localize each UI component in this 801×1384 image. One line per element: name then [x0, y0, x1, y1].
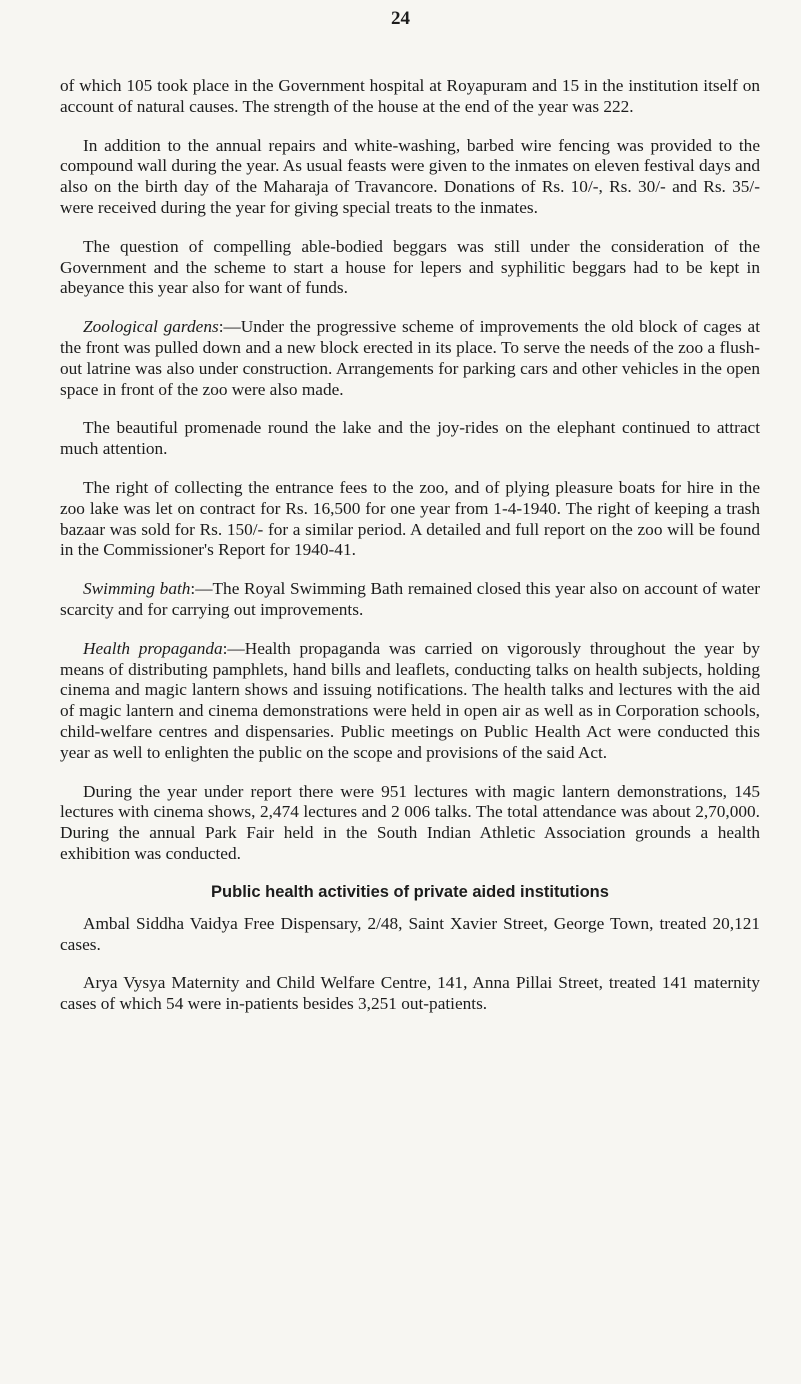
paragraph-7-text: :—The Royal Swimming Bath remained closed this year also on account of water scarcity and for carrying out improvements. [60, 579, 760, 619]
lead-swimming-bath: Swimming bath [83, 579, 191, 599]
paragraph-3-text: The question of compelling able-bodied beggars was still under the consideration of the Government and the scheme to start a house for lepers and syphilitic beggars had to be kept in abeyance this year also for want of funds. [60, 236, 760, 298]
paragraph-5 [60, 418, 760, 460]
paragraph-6 [60, 478, 760, 561]
paragraph-2 [60, 136, 760, 219]
section-paragraph-1 [60, 914, 760, 956]
paragraph-6-text: The right of collecting the entrance fees to the zoo, and of plying pleasure boats for hire in the zoo lake was let on contract for Rs. 16,500 for one year from 1-4-1940. The right of keeping a trash bazaar was sold for Rs. 150/- for a similar period. A detailed and full report on the zoo will be found in the Commissioner's Report for 1940-41. [60, 477, 760, 560]
paragraph-swimming-bath [60, 579, 760, 621]
paragraph-1 [60, 76, 760, 118]
paragraph-3 [60, 237, 760, 299]
paragraph-health-propaganda [60, 639, 760, 764]
paragraph-4-text: :—Under the progressive scheme of improvements the old block of cages at the front was pulled down and a new block erected in its place. To serve the needs of the zoo a flush-out latrine was also under construction. Arrangements for parking cars and other vehicles in the open space in front of the zoo were also made. [60, 317, 760, 399]
section-paragraph-2-text: Arya Vysya Maternity and Child Welfare Centre, 141, Anna Pillai Street, treated 141 maternity cases of which 54 were in-patients besides 3,251 out-patients. [60, 973, 760, 1014]
paragraph-1-text: of which 105 took place in the Government hospital at Royapuram and 15 in the institution itself on account of natural causes. The strength of the house at the end of the year was 222. [60, 76, 760, 116]
paragraph-8-text: :—Health propaganda was carried on vigorously throughout the year by means of distributing pamphlets, hand bills and leaflets, conducting talks on health subjects, holding cinema and magic lantern shows and issuing notifications. The health talks and lectures with the aid of magic lantern and cinema demonstrations were held in open air as well as in Corporation schools, child-welfare centres and dispensaries. Public meetings on Public Health Act were conducted this year as well to enlighten the public on the scope and provisions of the said Act. [60, 638, 760, 762]
section-paragraph-1-text: Ambal Siddha Vaidya Free Dispensary, 2/48, Saint Xavier Street, George Town, treated 20,121 cases. [60, 913, 760, 954]
document-body [60, 76, 760, 1033]
section-paragraph-2 [60, 973, 760, 1015]
paragraph-5-text: The beautiful promenade round the lake and the joy-rides on the elephant continued to attract much attention. [60, 418, 760, 459]
lead-zoological-gardens: Zoological gardens [83, 317, 219, 337]
paragraph-zoological-gardens [60, 317, 760, 400]
paragraph-2-text: In addition to the annual repairs and white-washing, barbed wire fencing was provided to the compound wall during the year. As usual feasts were given to the inmates on eleven festival days and also on the birth day of the Maharaja of Travancore. Donations of Rs. 10/-, Rs. 30/- and Rs. 35/- were received during the year for giving special treats to the inmates. [60, 135, 760, 217]
paragraph-9-text: During the year under report there were 951 lectures with magic lantern demonstrations, 145 lectures with cinema shows, 2,474 lectures and 2 006 talks. The total attendance was about 2,70,000. During the annual Park Fair held in the South Indian Athletic Association grounds a health exhibition was conducted. [60, 781, 760, 863]
lead-health-propaganda: Health propaganda [83, 638, 223, 658]
paragraph-9 [60, 782, 760, 865]
page-number: 24 [391, 8, 410, 29]
section-heading: Public health activities of private aided institutions [211, 882, 609, 901]
